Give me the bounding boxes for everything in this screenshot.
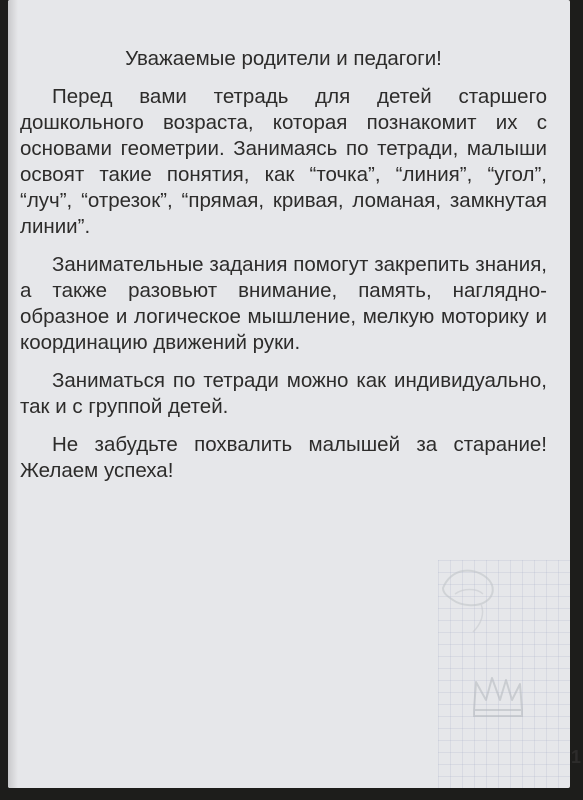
group-paragraph: Заниматься по тетради можно как индивидуально, так и с группой детей.	[20, 369, 547, 418]
document-text	[20, 46, 547, 484]
notebook-page	[8, 0, 570, 788]
bird-icon	[433, 548, 503, 643]
intro-paragraph: Перед вами тетрадь для детей старшего дошкольного возраста, которая познакомит их с основами геометрии. Занимаясь по тетради, малыши освоят такие понятия, как “точка”, “линия”, “угол”, “луч”, “отрезок”, “прямая, кривая, ломаная, замкнутая линии”.	[20, 85, 547, 238]
praise-paragraph: Не забудьте похвалить малышей за старание! Желаем успеха!	[20, 433, 547, 482]
page-binding-shadow	[8, 0, 18, 788]
crown-icon	[470, 672, 526, 720]
tasks-paragraph: Занимательные задания помогут закрепить знания, а также разовьют внимание, память, наглядно-образное и логическое мышление, мелкую моторику и координацию движений руки.	[20, 253, 547, 354]
page-number: 1	[570, 747, 581, 767]
page-heading: Уважаемые родители и педагоги!	[125, 47, 442, 70]
